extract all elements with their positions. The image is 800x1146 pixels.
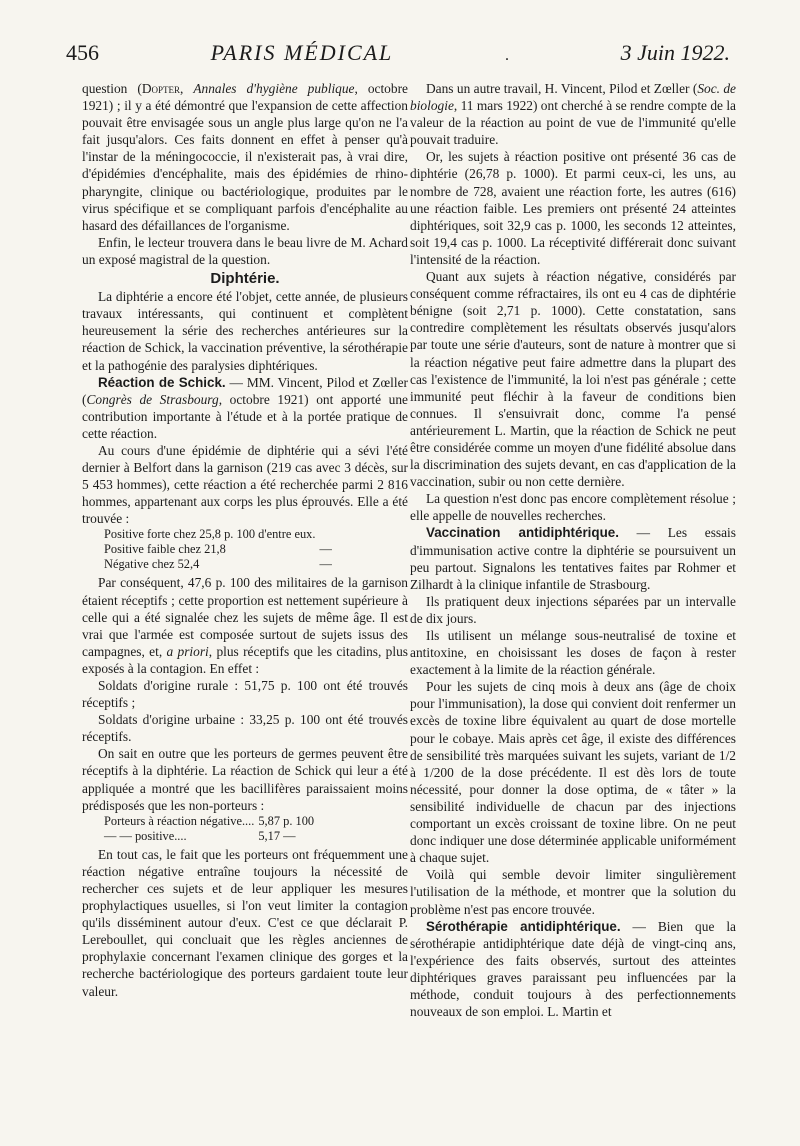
paragraph: La question n'est donc pas encore complètement résolue ; elle appelle de nouvelles recherches. <box>410 491 736 524</box>
table-row <box>104 814 324 829</box>
paragraph: Pour les sujets de cinq mois à deux ans (âge de choix pour l'immunisation), la dose qui convient doit renfermer un excès de toxine libre équivalent au quart de dose mortelle pour le cobaye. Mais après cet âge, il existe des différences de sensibilité très marquées suivant les sujets, variant de 1/2 à 1/200 de la dose précédente. Il est dès lors de toute nécessité, pour donner la dose optima, de « tâter » la sensibilité individuelle de chacun par des injections comportant un excès croissant de toxine libre. On ne peut donc indiquer une dose déterminée applicable uniformément à chaque sujet. <box>410 679 736 866</box>
author-name: Dopter <box>141 81 181 96</box>
paragraph: En tout cas, le fait que les porteurs ont fréquemment une réaction négative entraîne toujours la nécessité de rechercher ces sujets et de leur appliquer les mesures prophylactiques usuelles, si l'on veut limiter la contagion qu'ils disséminent autour d'eux. C'est ce que déclarait P. Lereboullet, qui concluait que les règles anciennes de prophylaxie concernant l'examen clinique des gorges et la recherche bactériologique des porteurs gardaient toute leur valeur. <box>82 846 408 999</box>
table-row <box>104 557 336 572</box>
paragraph: Au cours d'une épidémie de diphtérie qui a sévi l'été dernier à Belfort dans la garnison (219 cas avec 3 décès, sur 5 453 hommes), cette réaction a été recherchée parmi 2 816 hommes, appartenant aux corps les plus éprouvés. Elle a été trouvée : <box>82 442 408 527</box>
paragraph: Dans un autre travail, H. Vincent, Pilod et Zœller (Soc. de biologie, 11 mars 1922) ont cherché à se rendre compte de la valeur de la réaction au point de vue de l'immunité qu'elle pouvait traduire. <box>410 81 736 148</box>
page-header <box>66 40 730 74</box>
table-cell: — <box>319 557 332 572</box>
table-cell: Porteurs à réaction négative.... <box>104 813 255 828</box>
page-number: 456 <box>66 40 99 65</box>
paragraph: Ils pratiquent deux injections séparées par un intervalle de dix jours. <box>410 593 736 626</box>
subsection-title: Vaccination antidiphtérique. <box>426 525 619 541</box>
society-reference: Soc. de biologie <box>410 81 736 114</box>
italic-phrase: a priori <box>166 643 209 659</box>
schick-results-table <box>104 527 336 572</box>
table-cell: Positive forte chez 25,8 p. 100 d'entre eux. <box>104 527 316 542</box>
table-cell: 5,17 — <box>258 828 296 843</box>
paragraph: Quant aux sujets à réaction négative, considérés par conséquent comme réfractaires, ils ont eu 4 cas de diphtérie bénigne (soit 2,71 p. 1000). Cette constatation, sans contredire complètement les résultats observés jusqu'alors par toute une série d'auteurs, sont de nature à montrer que si la réaction négative peut faire admettre dans la plupart des cas l'existence de l'immunité, la loi n'est pas générale ; cette immunité peut fléchir à la faveur de conditions bien connues. Il s'ensuivrait donc, comme l'a pensé antérieurement L. Martin, que la réaction de Schick ne peut être considérée comme un moyen d'une fidélité absolue dans la discrimination des sujets devant, en cas d'application de la vaccination, subir ou non cette dernière. <box>410 269 736 490</box>
issue-date: 3 Juin 1922. <box>620 40 730 65</box>
paragraph: Ils utilisent un mélange sous-neutralisé de toxine et antitoxine, en choisissant les doses de façon à rester exactement à la limite de la réaction générale. <box>410 628 736 678</box>
table-cell: 5,87 p. 100 <box>258 813 315 828</box>
paragraph: Voilà qui semble devoir limiter singulièrement l'utilisation de la méthode, et montrer que la solution du problème n'est pas encore trouvée. <box>410 867 736 917</box>
paragraph: On sait en outre que les porteurs de germes peuvent être réceptifs à la diphtérie. La réaction de Schick qui leur a été appliquée a montré que les bacillifères paraissaient moins prédisposés que les non-porteurs : <box>82 746 408 813</box>
paragraph: Or, les sujets à réaction positive ont présenté 36 cas de diphtérie (26,78 p. 1000). Et parmi ceux-ci, les uns, au nombre de 728, avaient une réaction forte, les autres (616) une réaction faible. Les premiers ont présenté 24 atteintes diphtériques, soit 32,9 cas p. 1000, les seconds 12 atteintes, soit 19,4 cas p. 1000. La réceptivité différerait donc suivant l'intensité de la réaction. <box>410 149 736 267</box>
journal-reference: Annales d'hygiène publique <box>193 81 355 96</box>
paragraph: Soldats d'origine rurale : 51,75 p. 100 ont été trouvés réceptifs ; <box>82 678 408 711</box>
carriers-table <box>104 814 324 844</box>
table-row <box>104 542 336 557</box>
table-cell: — — positive.... <box>104 828 187 843</box>
paragraph: Soldats d'origine urbaine : 33,25 p. 100 ont été trouvés réceptifs. <box>82 712 408 745</box>
table-row <box>104 527 336 542</box>
paragraph: Enfin, le lecteur trouvera dans le beau livre de M. Achard un exposé magistral de la question. <box>82 234 408 267</box>
table-cell: Négative chez 52,4 <box>104 557 200 572</box>
conference-reference: Congrès de Strasbourg <box>86 391 219 407</box>
table-cell <box>319 527 335 542</box>
paragraph: question (Dopter, Annales d'hygiène publique, octobre 1921) ; il y a été démontré que l'expansion de cette affection pouvait être envisagée sous un angle plus large qu'on ne l'a fait jusqu'alors. Ces faits donnent en effet à penser qu'à l'instar de la méningococcie, il n'existerait pas, à vrai dire, d'épidémies d'encéphalite, mais des épidémies de rhino-pharyngite, clinique ou bactériologique, produites par le virus spécifique et se compliquant parfois d'encéphalite au hasard des défaillances de l'organisme. <box>82 81 408 233</box>
paragraph: Vaccination antidiphtérique. — Les essais d'immunisation active contre la diphtérie se poursuivent un peu partout. Signalons les tentatives faites par Rohmer et Zilhardt à la clinique infantile de Strasbourg. <box>410 525 736 592</box>
section-heading-diphterie: Diphtérie. <box>210 270 280 288</box>
table-cell: — <box>319 542 332 557</box>
paragraph: Par conséquent, 47,6 p. 100 des militaires de la garnison étaient réceptifs ; cette proportion est nettement supérieure à celle qui a été signalée chez les sujets de même âge. Il est vrai que l'armée est composée surtout de sujets issus des campagnes, et, a priori, plus réceptifs que les citadins, plus exposés à la contagion. En effet : <box>82 575 409 676</box>
subsection-title: Sérothérapie antidiphtérique. <box>426 918 621 934</box>
paragraph: Sérothérapie antidiphtérique. — Bien que la sérothérapie antidiphtérique date déjà de vingt-cinq ans, l'expérience des faits observés, surtout des atteintes diphtériques graves paraissant peu influencées par la méthode, conduit toujours à des perfectionnements nouveaux de son emploi. L. Martin et <box>410 918 736 1020</box>
paragraph: Réaction de Schick. — MM. Vincent, Pilod et Zœller (Congrès de Strasbourg, octobre 1921) ont apporté une contribution importante à l'étude et à la portée pratique de cette réaction. <box>82 374 408 441</box>
subsection-title: Réaction de Schick. <box>98 374 226 390</box>
header-separator: . <box>504 47 509 64</box>
journal-title: PARIS MÉDICAL <box>210 40 394 65</box>
paragraph: La diphtérie a encore été l'objet, cette année, de plusieurs travaux intéressants, qui continuent et complètent heureusement la série des recherches antérieures sur la réaction de Schick, la vaccination préventive, la sérothérapie et la pathogénie des paralysies diphtériques. <box>82 289 408 373</box>
table-cell: Positive faible chez 21,8 <box>104 542 226 557</box>
table-row <box>104 829 324 844</box>
right-column <box>410 80 736 1020</box>
left-column <box>82 80 408 1000</box>
